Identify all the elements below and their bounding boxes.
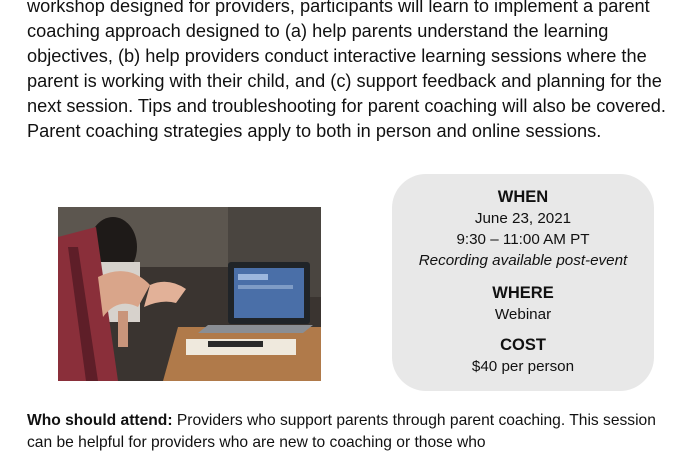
event-time: 9:30 – 11:00 AM PT [456,231,590,248]
intro-paragraph: workshop designed for providers, participants will learn to implement a parent coaching approach designed to (a) help parents understand the learning objectives, (b) help providers conduct interactive learning sessions where the parent is working with their child, and (c) support feedback and planning for the next session. Tips and troubleshooting for parent coaching will also be covered. Parent coaching strategies apply to both in person and online sessions. [27,0,666,141]
when-heading: WHEN [497,188,549,206]
event-location: Webinar [494,306,552,323]
who-should-attend [27,410,667,454]
where-heading: WHERE [492,284,554,302]
event-cost: $40 per person [471,358,575,375]
cost-heading: COST [500,336,546,354]
meeting-photo [58,207,321,381]
event-date: June 23, 2021 [474,210,572,227]
event-info-box [392,174,654,391]
recording-note: Recording available post-event [418,252,628,269]
attend-label: Who should attend: [27,412,173,429]
attend-text: Providers who support parents through parent coaching. This session can be helpful for providers who are new to coaching or those who [27,412,656,451]
